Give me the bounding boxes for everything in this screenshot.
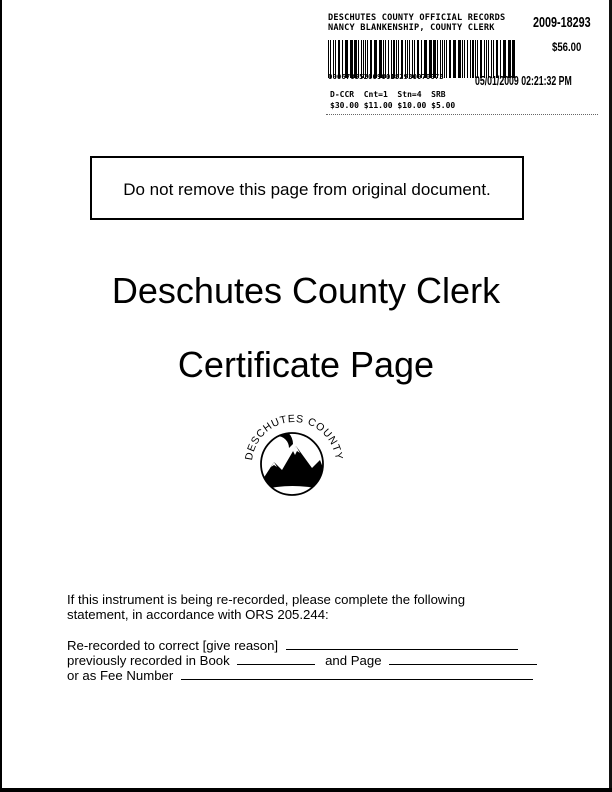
notice-box [90,156,524,220]
recording-fee: $56.00 [552,40,582,54]
recording-datetime: 05/01/2009 02:21:32 PM [475,74,572,88]
page-subtitle: Certificate Page [177,344,435,385]
page-field[interactable] [389,653,537,665]
re-record-instructions [67,592,537,622]
stamp-office-line: DESCHUTES COUNTY OFFICIAL RECORDS [328,13,506,23]
stamp-codes: D-CCR Cnt=1 Stn=4 SRB [330,90,446,99]
re-record-form [67,638,547,683]
scan-edge-left [0,0,2,792]
book-label: previously recorded in Book [67,653,230,668]
reason-field[interactable] [286,638,518,650]
instructions-line-1: If this instrument is being re-recorded, please complete the following [67,592,466,607]
recording-stamp [326,10,598,120]
deschutes-county-seal-icon [234,404,350,508]
seal-text: DESCHUTES COUNTY [243,412,345,462]
stamp-amounts: $30.00 $11.00 $10.00 $5.00 [330,101,456,110]
reason-label: Re-recorded to correct [give reason] [67,638,279,653]
fee-number-field[interactable] [181,668,533,680]
notice-text: Do not remove this page from original document. [123,180,491,199]
book-field[interactable] [237,653,315,665]
scan-edge-bottom [0,788,612,792]
barcode-number: 00067055200900182930070073 [328,72,444,81]
fee-number-label: or as Fee Number [67,668,174,683]
stamp-divider [326,114,598,115]
document-number: 2009-18293 [533,14,591,31]
stamp-clerk-line: NANCY BLANKENSHIP, COUNTY CLERK [328,23,495,33]
page-title: Deschutes County Clerk [111,270,501,311]
instructions-line-2: statement, in accordance with ORS 205.244: [67,607,329,622]
page-label: and Page [325,653,382,668]
